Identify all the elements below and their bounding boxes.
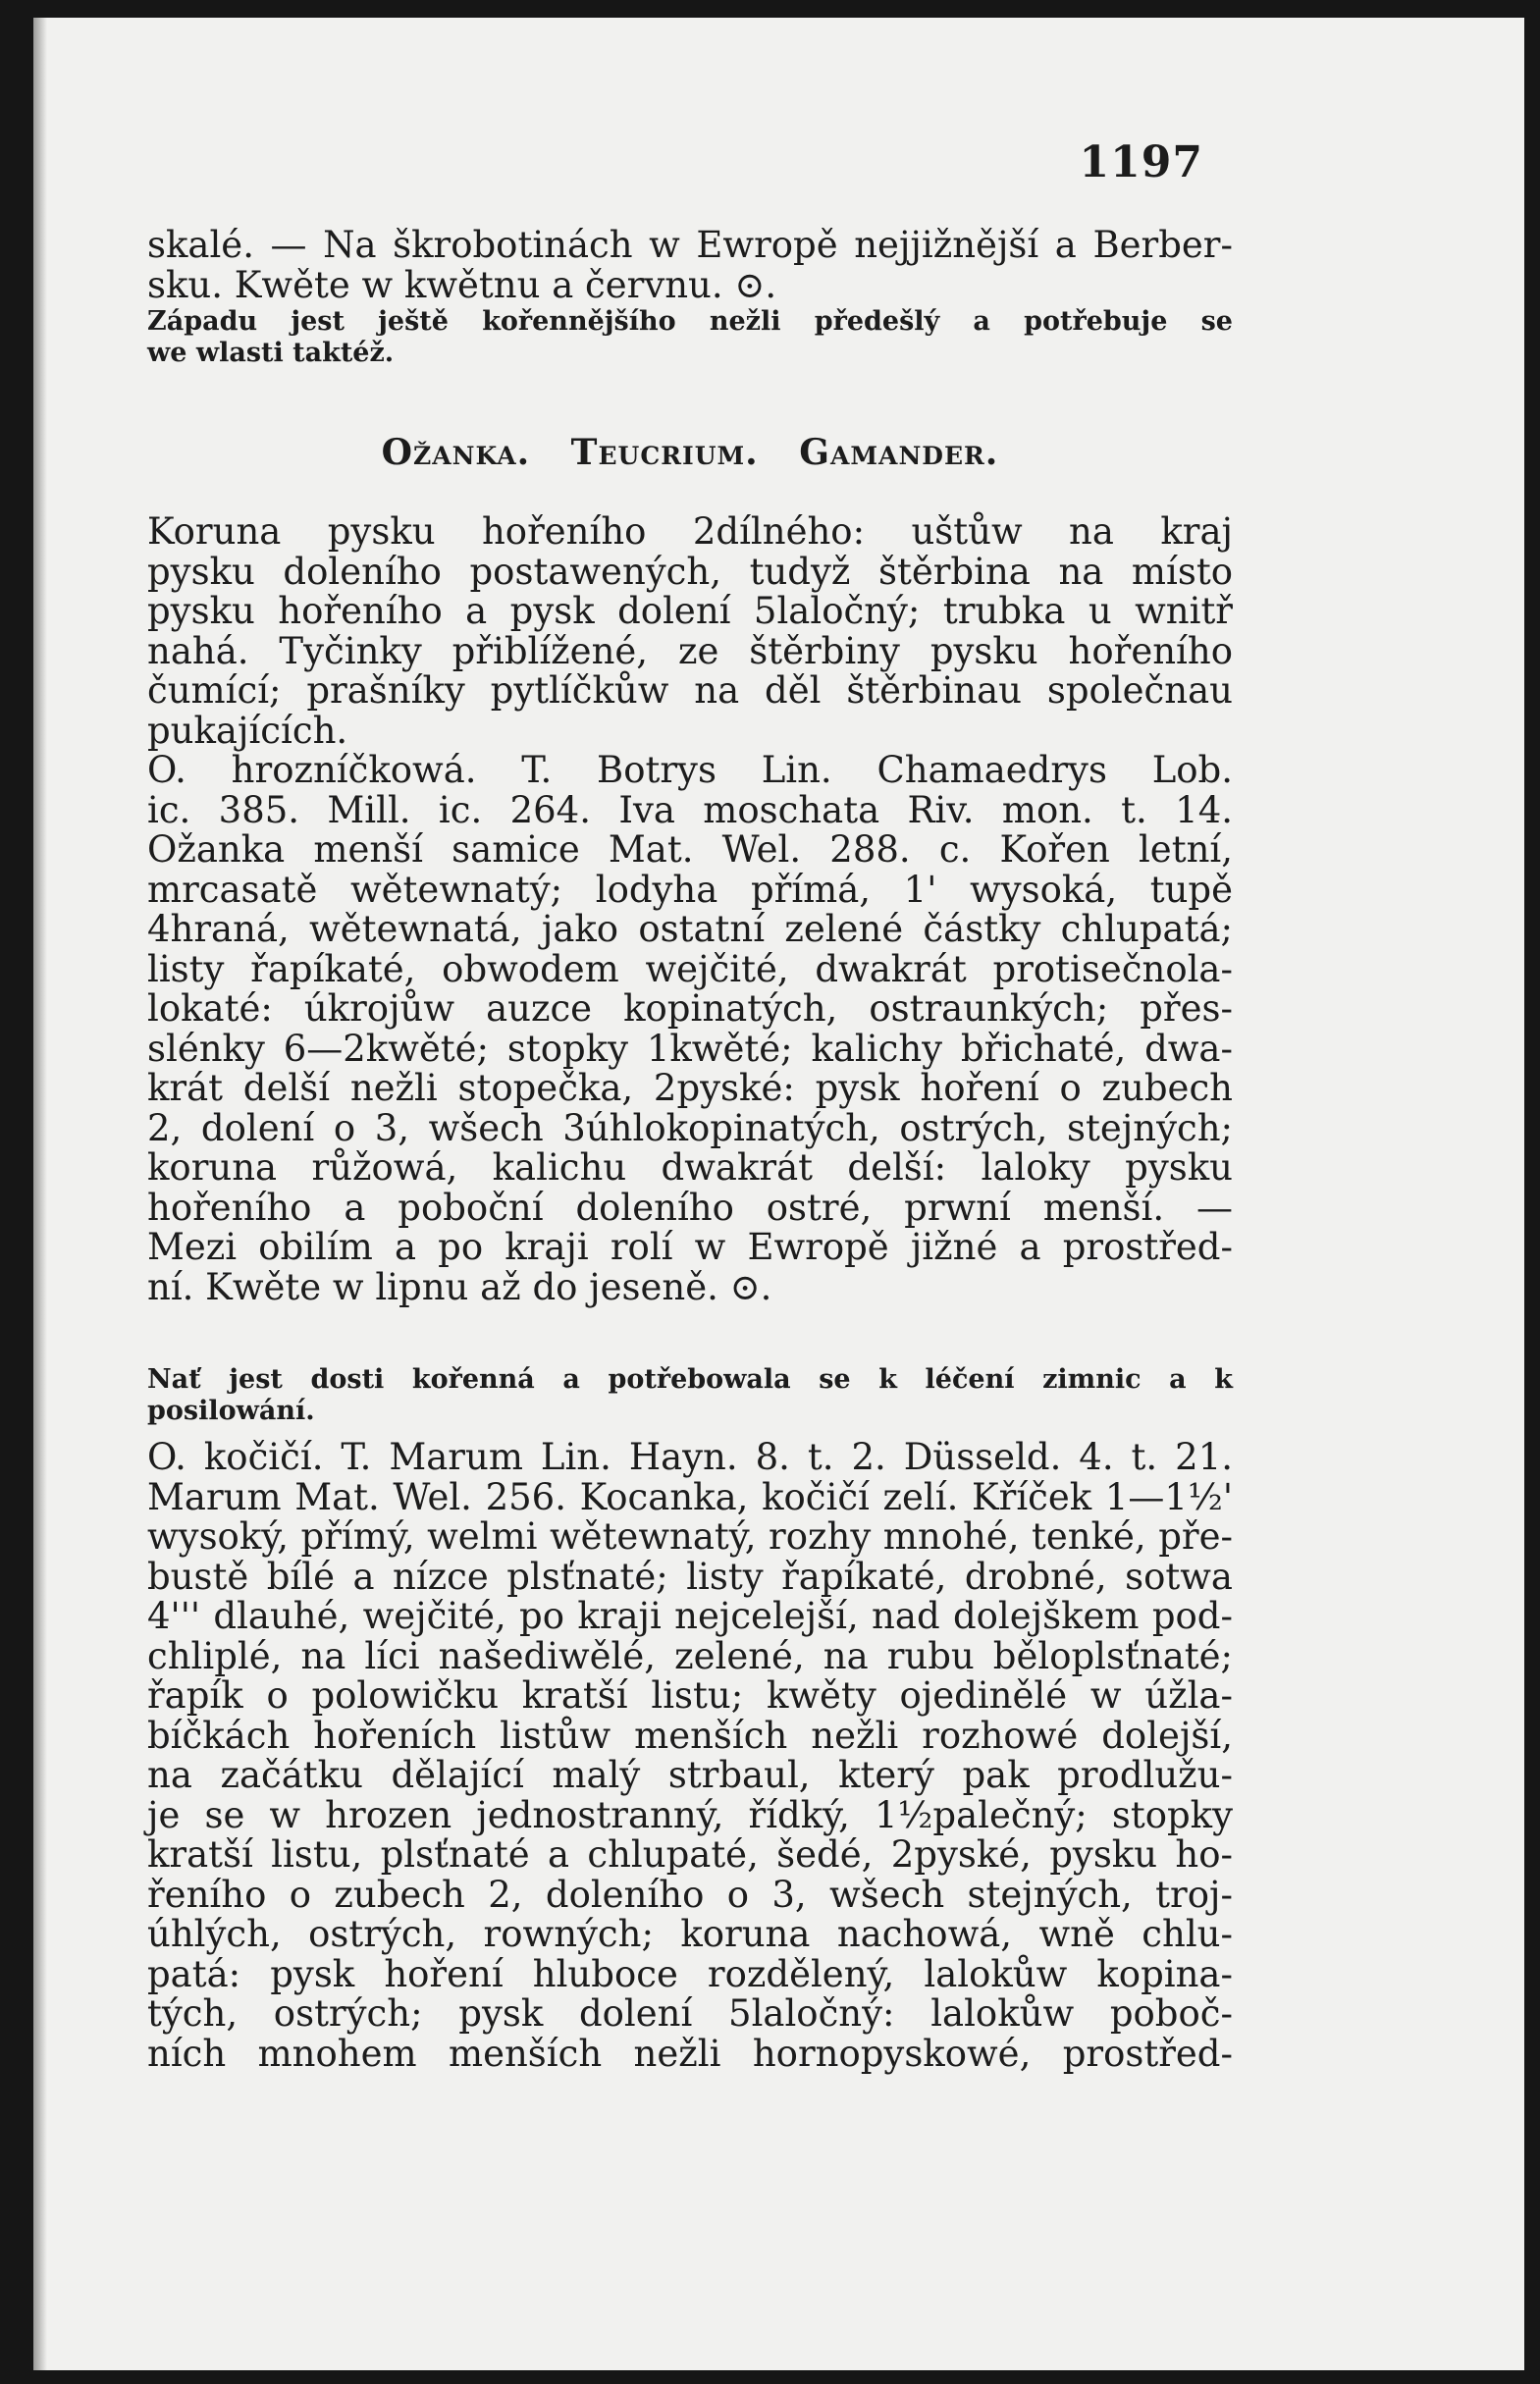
- species-kocici: [147, 1438, 1233, 2074]
- page-gutter-shadow: [33, 18, 47, 2370]
- text-line: kratší listu, plsťnaté a chlupaté, šedé, 2pyské, pysku ho-: [147, 1833, 1233, 1876]
- text-line: bustě bílé a nízce plsťnaté; listy řapíkaté, drobné, sotwa: [147, 1555, 1233, 1598]
- text-line: nahá. Tyčinky přiblížené, ze štěrbiny pysku hořeního: [147, 629, 1233, 672]
- text-line: chliplé, na líci našediwělé, zelené, na rubu běloplsťnaté;: [147, 1634, 1233, 1677]
- text-line: řapík o polowičku kratší listu; kwěty ojedinělé w úžla-: [147, 1674, 1233, 1717]
- intro-note: [147, 306, 1233, 369]
- note-line: Nať jest dosti kořenná a potřebowala se k léčení zimnic a k: [147, 1364, 1233, 1395]
- text-line: Marum Mat. Wel. 256. Kocanka, kočičí zelí. Kříček 1—1½': [147, 1475, 1233, 1518]
- text-line: ic. 385. Mill. ic. 264. Iva moschata Riv. mon. t. 14.: [147, 788, 1233, 831]
- page-number: 1197: [1079, 137, 1203, 187]
- text-line: je se w hrozen jednostranný, řídký, 1½palečný; stopky: [147, 1793, 1233, 1836]
- note-line: Západu jest ještě kořennějšího nežli předešlý a potřebuje se: [147, 306, 1233, 337]
- genus-description: [147, 512, 1233, 751]
- intro-paragraph: [147, 226, 1233, 305]
- text-line: wysoký, přímý, welmi wětewnatý, rozhy mnohé, tenké, pře-: [147, 1515, 1233, 1558]
- text-line: slénky 6—2kwěté; stopky 1kwěté; kalichy břichaté, dwa-: [147, 1027, 1233, 1070]
- text-line: Koruna pysku hořeního 2dílného: uštůw na kraj: [147, 510, 1233, 553]
- text-line: na začátku dělající malý strbaul, který pak prodlužu-: [147, 1754, 1233, 1796]
- text-line: sku. Kwěte w kwětnu a červnu. ⊙.: [147, 263, 777, 306]
- species-hroznickowa: [147, 751, 1233, 1307]
- species-hroznickowa-note: [147, 1364, 1233, 1427]
- text-line: řeního o zubech 2, doleního o 3, wšech stejných, troj-: [147, 1873, 1233, 1916]
- text-line: ních mnohem menších nežli hornopyskowé, prostřed-: [147, 2032, 1233, 2075]
- text-line: hořeního a poboční doleního ostré, prwní menší. —: [147, 1186, 1233, 1229]
- text-line: pysku doleního postawených, tudyž štěrbina na místo: [147, 550, 1233, 593]
- text-line: pukajících.: [147, 709, 348, 752]
- text-line: listy řapíkaté, obwodem wejčité, dwakrát protisečnola-: [147, 947, 1233, 990]
- note-line: posilowání.: [147, 1396, 315, 1426]
- text-line: úhlých, ostrých, rowných; koruna nachowá, wně chlu-: [147, 1913, 1233, 1955]
- text-line: koruna růžowá, kalichu dwakrát delší: laloky pysku: [147, 1146, 1233, 1189]
- text-line: 4''' dlauhé, wejčité, po kraji nejcelejší, nad dolejškem pod-: [147, 1595, 1233, 1637]
- text-line: mrcasatě wětewnatý; lodyha přímá, 1' wysoká, tupě: [147, 868, 1233, 911]
- text-line: O. hrozníčkowá. T. Botrys Lin. Chamaedrys Lob.: [147, 749, 1233, 791]
- text-line: ní. Kwěte w lipnu až do jeseně. ⊙.: [147, 1265, 772, 1308]
- text-line: 2, dolení o 3, wšech 3úhlokopinatých, ostrých, stejných;: [147, 1106, 1233, 1149]
- text-line: krát delší nežli stopečka, 2pyské: pysk hoření o zubech: [147, 1067, 1233, 1109]
- text-line: O. kočičí. T. Marum Lin. Hayn. 8. t. 2. Düsseld. 4. t. 21.: [147, 1436, 1233, 1478]
- note-line: we wlasti taktéž.: [147, 338, 395, 368]
- text-line: patá: pysk hoření hluboce rozdělený, lalokůw kopina-: [147, 1952, 1233, 1995]
- text-line: pysku hořeního a pysk dolení 5laločný; trubka u wnitř: [147, 590, 1233, 632]
- text-line: bíčkách hořeních listůw menších nežli rozhowé dolejší,: [147, 1714, 1233, 1757]
- genus-heading: Ožanka. Teucrium. Gamander.: [381, 432, 999, 473]
- text-line: lokaté: úkrojůw auzce kopinatých, ostraunkých; přes-: [147, 987, 1233, 1030]
- text-line: Mezi obilím a po kraji rolí w Ewropě jižné a prostřed-: [147, 1226, 1233, 1268]
- text-line: Ožanka menší samice Mat. Wel. 288. c. Kořen letní,: [147, 828, 1233, 871]
- text-line: skalé. — Na škrobotinách w Ewropě nejjižnější a Berber-: [147, 224, 1233, 266]
- text-line: čumící; prašníky pytlíčkůw na děl štěrbinau společnau: [147, 669, 1233, 712]
- text-line: 4hraná, wětewnatá, jako ostatní zelené částky chlupatá;: [147, 908, 1233, 950]
- text-line: tých, ostrých; pysk dolení 5laločný: lalokůw poboč-: [147, 1992, 1233, 2035]
